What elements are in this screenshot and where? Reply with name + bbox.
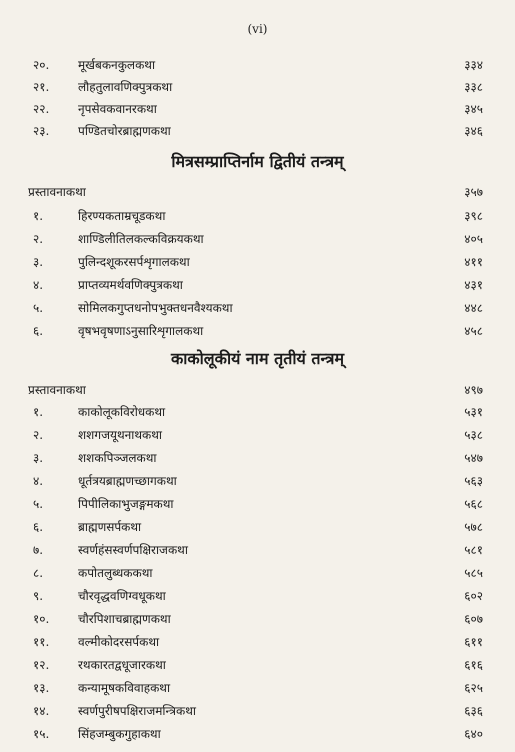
entry-number: ११. <box>33 635 50 649</box>
toc-entry <box>0 586 515 606</box>
entry-page: ५४७ <box>464 451 483 465</box>
entry-title: प्रस्तावनाकथा <box>28 383 86 397</box>
entry-page: ४०५ <box>464 232 483 246</box>
entry-number: १. <box>33 405 44 419</box>
entry-page: ३९८ <box>464 209 483 223</box>
toc-entry <box>0 252 515 272</box>
entry-page: ६३६ <box>464 704 483 718</box>
entry-title: पिपीलिकाभुजङ्गमकथा <box>78 497 174 511</box>
entry-number: १०. <box>33 612 50 626</box>
toc-entry <box>0 402 515 422</box>
entry-page: ५८५ <box>464 566 483 580</box>
entry-page: ४३१ <box>464 278 483 292</box>
entry-page: ३३४ <box>464 58 483 72</box>
entry-page: ४४८ <box>464 301 483 315</box>
entry-page: ६०२ <box>464 589 483 603</box>
entry-number: २१. <box>33 80 50 94</box>
entry-page: ४९७ <box>464 383 483 397</box>
entry-number: २३. <box>33 124 50 138</box>
toc-intro-entry <box>0 380 515 400</box>
entry-page: ५६८ <box>464 497 483 511</box>
toc-entry <box>0 77 515 97</box>
entry-number: १३. <box>33 681 50 695</box>
toc-entry <box>0 517 515 537</box>
entry-number: ४. <box>33 278 44 292</box>
entry-title: धूर्तत्रयब्राह्मणच्छागकथा <box>78 474 177 488</box>
entry-title: वल्मीकोदरसर्पकथा <box>78 635 160 649</box>
toc-entry <box>0 99 515 119</box>
toc-entry <box>0 632 515 652</box>
entry-number: ६. <box>33 520 44 534</box>
toc-entry <box>0 563 515 583</box>
toc-entry <box>0 655 515 675</box>
toc-entry <box>0 471 515 491</box>
entry-title: सिंहजम्बुकगुहाकथा <box>78 727 161 741</box>
toc-entry <box>0 298 515 318</box>
entry-number: ५. <box>33 497 44 511</box>
entry-number: ४. <box>33 474 44 488</box>
entry-title: सोमिलकगुप्तधनोपभुक्तधनवैश्यकथा <box>78 301 233 315</box>
entry-number: ७. <box>33 543 44 557</box>
entry-page: ६२५ <box>464 681 483 695</box>
toc-entry <box>0 121 515 141</box>
entry-title: प्रस्तावनाकथा <box>28 185 86 199</box>
entry-number: ६. <box>33 324 44 338</box>
entry-title: काकोलूकविरोधकथा <box>78 405 166 419</box>
toc-entry <box>0 609 515 629</box>
entry-page: ५६३ <box>464 474 483 488</box>
entry-page: ५३१ <box>464 405 483 419</box>
entry-number: ५. <box>33 301 44 315</box>
entry-title: नृपसेवकवानरकथा <box>78 102 157 116</box>
entry-page: ६११ <box>464 635 483 649</box>
entry-page: ५३८ <box>464 428 483 442</box>
entry-number: २०. <box>33 58 50 72</box>
entry-page: ४५८ <box>464 324 483 338</box>
entry-title: कपोतलुब्धककथा <box>78 566 153 580</box>
toc-entry <box>0 678 515 698</box>
entry-title: शशगजयूथनाथकथा <box>78 428 163 442</box>
toc-entry <box>0 724 515 744</box>
toc-entry <box>0 425 515 445</box>
entry-page: ३४६ <box>464 124 483 138</box>
entry-number: १२. <box>33 658 50 672</box>
section-heading: काकोलूकीयं नाम तृतीयं तन्त्रम् <box>170 349 345 368</box>
entry-page: ३३८ <box>464 80 483 94</box>
toc-entry <box>0 275 515 295</box>
entry-number: २२. <box>33 102 50 116</box>
entry-title: हिरण्यकताम्रचूडकथा <box>78 209 166 223</box>
entry-title: स्वर्णहंसस्वर्णपक्षिराजकथा <box>78 543 188 557</box>
toc-entry <box>0 540 515 560</box>
entry-title: चौरवृद्धवणिग्वधूकथा <box>78 589 166 603</box>
entry-number: ८. <box>33 566 44 580</box>
entry-title: प्राप्तव्यमर्थवणिक्पुत्रकथा <box>78 278 183 292</box>
entry-title: शशकपिञ्जलकथा <box>78 451 157 465</box>
entry-number: १. <box>33 209 44 223</box>
entry-page: ६०७ <box>464 612 483 626</box>
entry-page: ५८१ <box>464 543 483 557</box>
toc-entry <box>0 206 515 226</box>
entry-title: स्वर्णपुरीषपक्षिराजमन्त्रिकथा <box>78 704 197 718</box>
entry-page: ६१६ <box>464 658 483 672</box>
entry-page: ६४० <box>464 727 483 741</box>
entry-page: ३५७ <box>464 185 483 199</box>
toc-entry <box>0 321 515 341</box>
entry-number: ९. <box>33 589 44 603</box>
entry-title: शाण्डिलीतिलकल्कविक्रयकथा <box>78 232 204 246</box>
entry-title: चौरपिशाचब्राह्मणकथा <box>78 612 171 626</box>
page-number: (vi) <box>247 22 268 36</box>
toc-entry <box>0 229 515 249</box>
toc-entry <box>0 494 515 514</box>
toc-entry <box>0 448 515 468</box>
section-heading: मित्रसम्प्राप्तिर्नाम द्वितीयं तन्त्रम् <box>171 152 344 171</box>
entry-page: ३४५ <box>464 102 483 116</box>
entry-number: २. <box>33 428 44 442</box>
entry-page: ५७८ <box>464 520 483 534</box>
entry-number: ३. <box>33 255 44 269</box>
entry-title: पुलिन्दशूकरसर्पशृगालकथा <box>78 255 190 269</box>
entry-title: कन्यामूषकविवाहकथा <box>78 681 171 695</box>
toc-entry <box>0 701 515 721</box>
entry-title: ब्राह्मणसर्पकथा <box>78 520 142 534</box>
entry-number: २. <box>33 232 44 246</box>
entry-title: रथकारतद्वधूजारकथा <box>78 658 166 672</box>
entry-title: वृषभवृषणाऽनुसारिशृगालकथा <box>78 324 204 338</box>
entry-title: पण्डितचोरब्राह्मणकथा <box>78 124 171 138</box>
entry-number: १४. <box>33 704 50 718</box>
entry-title: मूर्खबकनकुलकथा <box>78 58 156 72</box>
entry-page: ४११ <box>464 255 483 269</box>
entry-number: ३. <box>33 451 44 465</box>
toc-entry <box>0 55 515 75</box>
entry-number: १५. <box>33 727 50 741</box>
toc-intro-entry <box>0 182 515 202</box>
entry-title: लौहतुलावणिक्पुत्रकथा <box>78 80 173 94</box>
